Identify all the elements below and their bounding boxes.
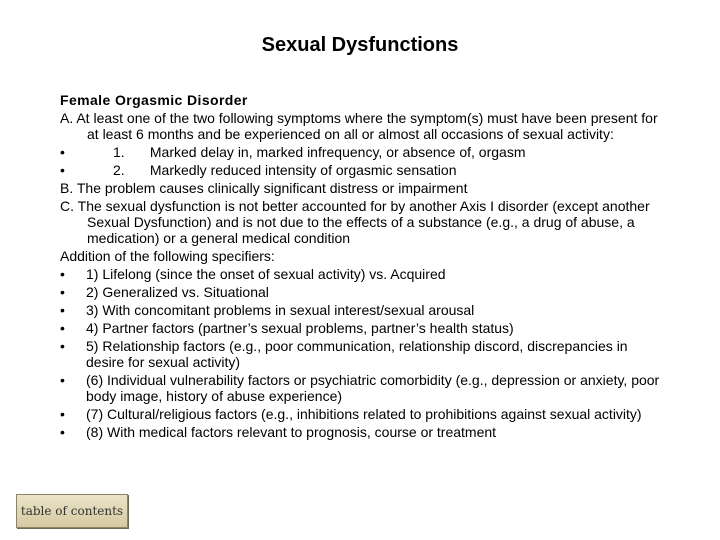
item-number: 1. — [113, 144, 125, 160]
criterion-a-item — [60, 144, 665, 160]
specifier-item — [60, 302, 665, 318]
specifier-text: (6) Individual vulnerability factors or psychiatric comorbidity (e.g., depression or anxiety, poor body image, history of abuse experience) — [86, 372, 660, 404]
specifier-item — [60, 406, 665, 422]
bullet: • — [60, 144, 65, 160]
item-text: Markedly reduced intensity of orgasmic sensation — [149, 162, 457, 178]
item-text: Marked delay in, marked infrequency, or absence of, orgasm — [149, 144, 526, 160]
specifier-text: (8) With medical factors relevant to prognosis, course or treatment — [86, 424, 497, 440]
bullet: • — [60, 320, 65, 336]
specifier-item — [60, 338, 665, 370]
bullet: • — [60, 372, 65, 388]
bullet: • — [60, 338, 65, 354]
criterion-a: A. At least one of the two following symptoms where the symptom(s) must have been present for at least 6 months and be experienced on all or almost all occasions of sexual activity: — [60, 110, 658, 142]
specifier-text: 5) Relationship factors (e.g., poor communication, relationship discord, discrepancies in desire for sexual activity) — [86, 338, 628, 370]
table-of-contents-button[interactable]: table of contents — [16, 494, 128, 528]
criterion-b: B. The problem causes clinically significant distress or impairment — [60, 180, 468, 196]
specifier-item — [60, 372, 665, 404]
bullet: • — [60, 266, 65, 282]
specifiers-intro: Addition of the following specifiers: — [60, 248, 275, 264]
bullet: • — [60, 406, 65, 422]
specifier-text: 2) Generalized vs. Situational — [86, 284, 269, 300]
specifier-item — [60, 320, 665, 336]
slide-content — [60, 92, 665, 442]
page-title: Sexual Dysfunctions — [261, 34, 459, 56]
criterion-a-item — [60, 162, 665, 178]
specifier-text: 3) With concomitant problems in sexual interest/sexual arousal — [86, 302, 475, 318]
specifier-text: 1) Lifelong (since the onset of sexual activity) vs. Acquired — [86, 266, 446, 282]
criterion-c: C. The sexual dysfunction is not better accounted for by another Axis I disorder (except another Sexual Dysfunction) and is not due to the effects of a substance (e.g., a drug of abuse, a medication) or a general medical condition — [60, 198, 650, 246]
specifier-item — [60, 266, 665, 282]
specifier-text: (7) Cultural/religious factors (e.g., inhibitions related to prohibitions against sexual activity) — [86, 406, 642, 422]
specifier-item — [60, 424, 665, 440]
item-number: 2. — [113, 162, 125, 178]
disorder-heading: Female Orgasmic Disorder — [60, 92, 248, 108]
bullet: • — [60, 302, 65, 318]
bullet: • — [60, 284, 65, 300]
bullet: • — [60, 162, 65, 178]
specifier-item — [60, 284, 665, 300]
specifier-text: 4) Partner factors (partner’s sexual problems, partner’s health status) — [86, 320, 514, 336]
bullet: • — [60, 424, 65, 440]
